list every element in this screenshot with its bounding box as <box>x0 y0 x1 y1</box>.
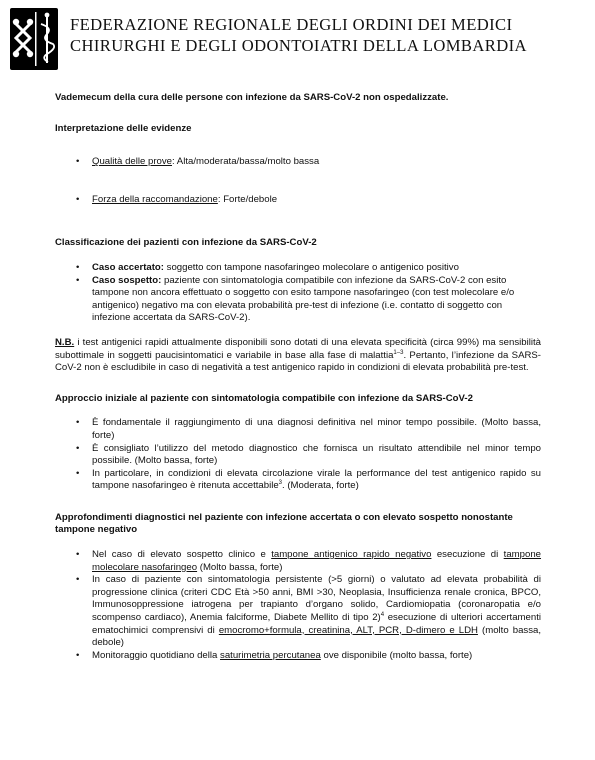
nb-text-2: . Pertanto, l’infezione da SARS-CoV-2 non è escludibile in caso di negatività a test antigenico rapido in condizioni di elevata probabilità pre-test. <box>55 349 541 374</box>
list-item-diagnostics-3 <box>55 650 541 663</box>
confirmed-case-text: soggetto con tampone nasofaringeo molecolare o antigenico positivo <box>163 261 459 273</box>
organization-title <box>70 14 590 56</box>
diagnostics-1-grade: (Molto bassa, forte) <box>197 561 283 573</box>
list-item-diagnostics-2 <box>55 574 541 650</box>
diagnostics-3-grade: ove disponibile (molto bassa, forte) <box>320 649 473 661</box>
diagnostics-2-grade: (molto bassa, debole) <box>92 624 542 649</box>
list-item-suspected-case <box>55 275 541 325</box>
molecular-swab-text: tampone molecolare nasofaringeo <box>92 549 542 573</box>
strength-value: : Forte/debole <box>217 193 278 205</box>
quality-value: : Alta/moderata/bassa/molto bassa <box>172 156 320 168</box>
approach-3-text: In particolare, in condizioni di elevata circolazione virale la performance del test antigenico rapido su tampone nasofaringeo è ritenuta accettabile <box>92 467 541 492</box>
diagnostics-2-text-a: In caso di paziente con sintomatologia persistente (>5 giorni) o valutato ad elevata probabilità di progressione clinica (criteri CDC Età >50 anni, BMI >30, Neoplasia, Insufficienza renale cronica, BPCO, Immunosoppressione iatrogena per trapianto d’organo solido, Cardiomiopatia (coronaropatia e/o scompenso cardiaco), Anemia falciforme, Diabete Mellito di tipo 2) <box>92 574 541 624</box>
approach-3-grade: . (Moderata, forte) <box>282 480 359 492</box>
list-item-confirmed-case <box>55 262 541 275</box>
classification-list <box>55 262 541 325</box>
pulse-oximetry-text: saturimetria percutanea <box>220 649 321 661</box>
suspected-case-label: Caso sospetto: <box>92 274 162 286</box>
document-header <box>10 8 585 72</box>
diagnostics-3-text-a: Monitoraggio quotidiano della <box>92 649 221 661</box>
nb-text-1: i test antigenici rapidi attualmente disponibili sono dotati di una elevata specificità (circa 99%) ma sensibilità subottimale in soggetti paucisintomatici e variabile in base alla fase di malattia <box>55 336 541 361</box>
document-title: Vademecum della cura delle persone con infezione da SARS-CoV-2 non ospedalizzate. <box>55 92 449 103</box>
list-item-approach-2: • È consigliato l’utilizzo del metodo diagnostico che fornisca un risultato attendibile nel minor tempo possibile. (Molto bassa, forte) <box>55 443 541 468</box>
diagnostics-list <box>55 549 541 662</box>
nb-reference: 1–3 <box>393 349 404 356</box>
strength-label: Forza della raccomandazione <box>92 193 218 205</box>
list-item-approach-3 <box>55 468 541 493</box>
section-title-diagnostics: Approfondimenti diagnostici nel paziente con infezione accertata o con elevato sospetto nonostante tampone negativo <box>55 511 513 536</box>
section-title-classification: Classificazione dei pazienti con infezione da SARS-CoV-2 <box>55 237 317 249</box>
diagnostics-1-text-b: esecuzione di <box>431 549 504 561</box>
approach-3-reference: 3 <box>278 480 283 487</box>
list-item-diagnostics-1 <box>55 549 541 574</box>
nb-paragraph <box>55 337 541 375</box>
nb-label: N.B. <box>55 336 75 348</box>
organization-title-line-2: CHIRURGHI E DEGLI ODONTOIATRI DELLA LOMBARDIA <box>70 36 527 55</box>
diagnostics-1-text-a: Nel caso di elevato sospetto clinico e <box>92 549 272 561</box>
organization-title-line-1: FEDERAZIONE REGIONALE DEGLI ORDINI DEI MEDICI <box>70 15 513 34</box>
caduceus-logo-icon <box>10 8 58 70</box>
section-title-evidence: Interpretazione delle evidenze <box>55 122 192 134</box>
list-item-approach-1: • È fondamentale il raggiungimento di una diagnosi definitiva nel minor tempo possibile. (Molto bassa, forte) <box>55 417 541 442</box>
diagnostics-2-text-b: esecuzione di ulteriori accertamenti ematochimici comprensivi di <box>92 612 541 636</box>
suspected-case-text: paziente con sintomatologia compatibile con infezione da SARS-CoV-2 con esito tampone non ancora effettuato o soggetto con esito tampone nasofaringeo (con test molecolare e/o antigenico) negativo ma con elevata probabilità pre-test di infezione (i.e. contatto di soggetto con infezione accertata da SARS-CoV-2). <box>92 274 515 324</box>
rapid-antigen-test-link: tampone antigenico rapido negativo <box>271 549 432 561</box>
blood-tests-text: emocromo+formula, creatinina, ALT, PCR, D-dimero e LDH <box>218 624 478 636</box>
approach-list <box>55 417 541 493</box>
section-title-approach: Approccio iniziale al paziente con sintomatologia compatibile con infezione da SARS-CoV-2 <box>55 392 473 404</box>
confirmed-case-label: Caso accertato: <box>92 261 164 273</box>
list-item-strength <box>55 194 541 207</box>
document-body <box>55 92 541 662</box>
diagnostics-2-reference: 4 <box>380 611 385 618</box>
quality-label: Qualità delle prove <box>92 156 172 168</box>
list-item-quality <box>55 156 541 169</box>
evidence-list <box>55 156 541 206</box>
